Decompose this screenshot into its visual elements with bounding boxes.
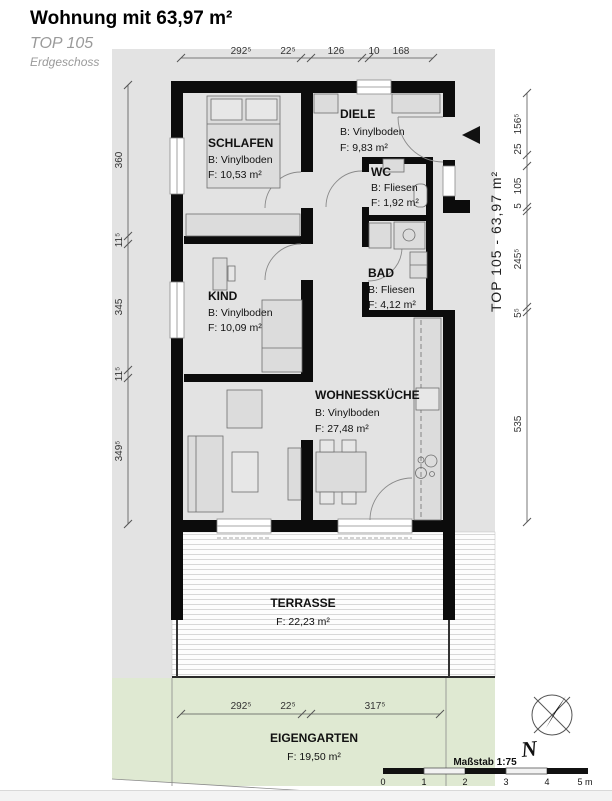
- svg-text:535: 535: [513, 415, 524, 433]
- svg-text:B: Vinylboden: B: Vinylboden: [208, 154, 273, 166]
- compass: [519, 695, 572, 762]
- svg-text:5: 5: [513, 203, 524, 209]
- room-name-diele: DIELE: [340, 107, 376, 121]
- scale-label: Maßstab 1:75: [453, 757, 517, 768]
- room-name-eigengarten: EIGENGARTEN: [269, 731, 359, 745]
- svg-text:360: 360: [114, 151, 125, 169]
- svg-text:22⁵: 22⁵: [280, 701, 296, 712]
- terrace-wall-left: [171, 532, 183, 620]
- terrace-wall-right: [443, 532, 455, 620]
- svg-text:156⁵: 156⁵: [513, 113, 524, 135]
- bath-tub: [369, 223, 391, 248]
- footer-strip: [0, 790, 612, 801]
- room-name-terrasse: TERRASSE: [270, 596, 336, 610]
- svg-text:0: 0: [380, 777, 386, 787]
- svg-text:1: 1: [421, 777, 427, 787]
- svg-text:F: 19,50 m²: F: 19,50 m²: [287, 751, 341, 763]
- chair: [342, 492, 356, 504]
- svg-text:349⁵: 349⁵: [114, 440, 125, 462]
- room-name-bad: BAD: [368, 266, 394, 280]
- svg-text:292⁵: 292⁵: [230, 46, 252, 57]
- svg-text:F: 1,92 m²: F: 1,92 m²: [371, 197, 419, 209]
- svg-text:317⁵: 317⁵: [364, 701, 386, 712]
- svg-text:345: 345: [114, 298, 125, 316]
- chair: [320, 440, 334, 452]
- entry-stub: [443, 200, 470, 213]
- armchair: [227, 390, 262, 428]
- svg-text:11⁵: 11⁵: [114, 232, 125, 248]
- unit-area-label: TOP 105 - 63,97 m²: [488, 170, 504, 312]
- svg-text:5⁵: 5⁵: [513, 308, 524, 318]
- diele-cabinet-2: [392, 94, 440, 113]
- svg-text:22⁵: 22⁵: [280, 46, 296, 57]
- svg-text:B: Vinylboden: B: Vinylboden: [340, 126, 405, 138]
- kitchen-counter: [414, 318, 441, 520]
- svg-text:5 m: 5 m: [577, 777, 593, 787]
- svg-text:3: 3: [503, 777, 509, 787]
- chair: [342, 440, 356, 452]
- window-niche: [443, 166, 455, 196]
- svg-text:4: 4: [544, 777, 550, 787]
- unit-label: TOP 105: [30, 35, 94, 52]
- svg-text:B: Fliesen: B: Fliesen: [371, 182, 418, 194]
- desk-chair: [228, 266, 235, 281]
- diele-cabinet-1: [314, 94, 338, 113]
- svg-text:2: 2: [462, 777, 468, 787]
- svg-text:11⁵: 11⁵: [114, 366, 125, 382]
- room-name-wohnesskueche: WOHNESSKÜCHE: [315, 388, 420, 402]
- svg-text:B: Vinylboden: B: Vinylboden: [315, 407, 380, 419]
- svg-text:F: 9,83 m²: F: 9,83 m²: [340, 142, 388, 154]
- dining-table: [316, 452, 366, 492]
- coffee-table: [232, 452, 258, 492]
- svg-text:B: Vinylboden: B: Vinylboden: [208, 307, 273, 319]
- floor-label: Erdgeschoss: [30, 55, 100, 69]
- svg-text:B: Fliesen: B: Fliesen: [368, 284, 415, 296]
- shower: [394, 222, 425, 249]
- sofa: [188, 436, 223, 512]
- dimension-chain-right: [513, 89, 531, 526]
- svg-text:F: 10,09 m²: F: 10,09 m²: [208, 322, 262, 334]
- svg-text:126: 126: [327, 46, 345, 57]
- svg-text:168: 168: [392, 46, 410, 57]
- desk: [213, 258, 227, 290]
- svg-text:25: 25: [513, 143, 524, 155]
- svg-text:245⁵: 245⁵: [513, 248, 524, 270]
- pillow-right: [246, 99, 277, 120]
- room-name-wc: WC: [371, 165, 391, 179]
- north-label: N: [519, 735, 539, 762]
- sideboard: [288, 448, 301, 500]
- page-title: Wohnung mit 63,97 m²: [30, 8, 233, 29]
- svg-text:F: 22,23 m²: F: 22,23 m²: [276, 616, 330, 628]
- svg-text:F: 27,48 m²: F: 27,48 m²: [315, 423, 369, 435]
- wardrobe: [186, 214, 300, 236]
- svg-text:10: 10: [368, 46, 380, 57]
- svg-text:F: 4,12 m²: F: 4,12 m²: [368, 299, 416, 311]
- pillow-left: [211, 99, 242, 120]
- room-name-schlafen: SCHLAFEN: [208, 136, 274, 150]
- room-name-kind: KIND: [208, 289, 238, 303]
- svg-text:292⁵: 292⁵: [230, 701, 252, 712]
- chair: [320, 492, 334, 504]
- svg-text:105: 105: [513, 177, 524, 195]
- svg-text:F: 10,53 m²: F: 10,53 m²: [208, 169, 262, 181]
